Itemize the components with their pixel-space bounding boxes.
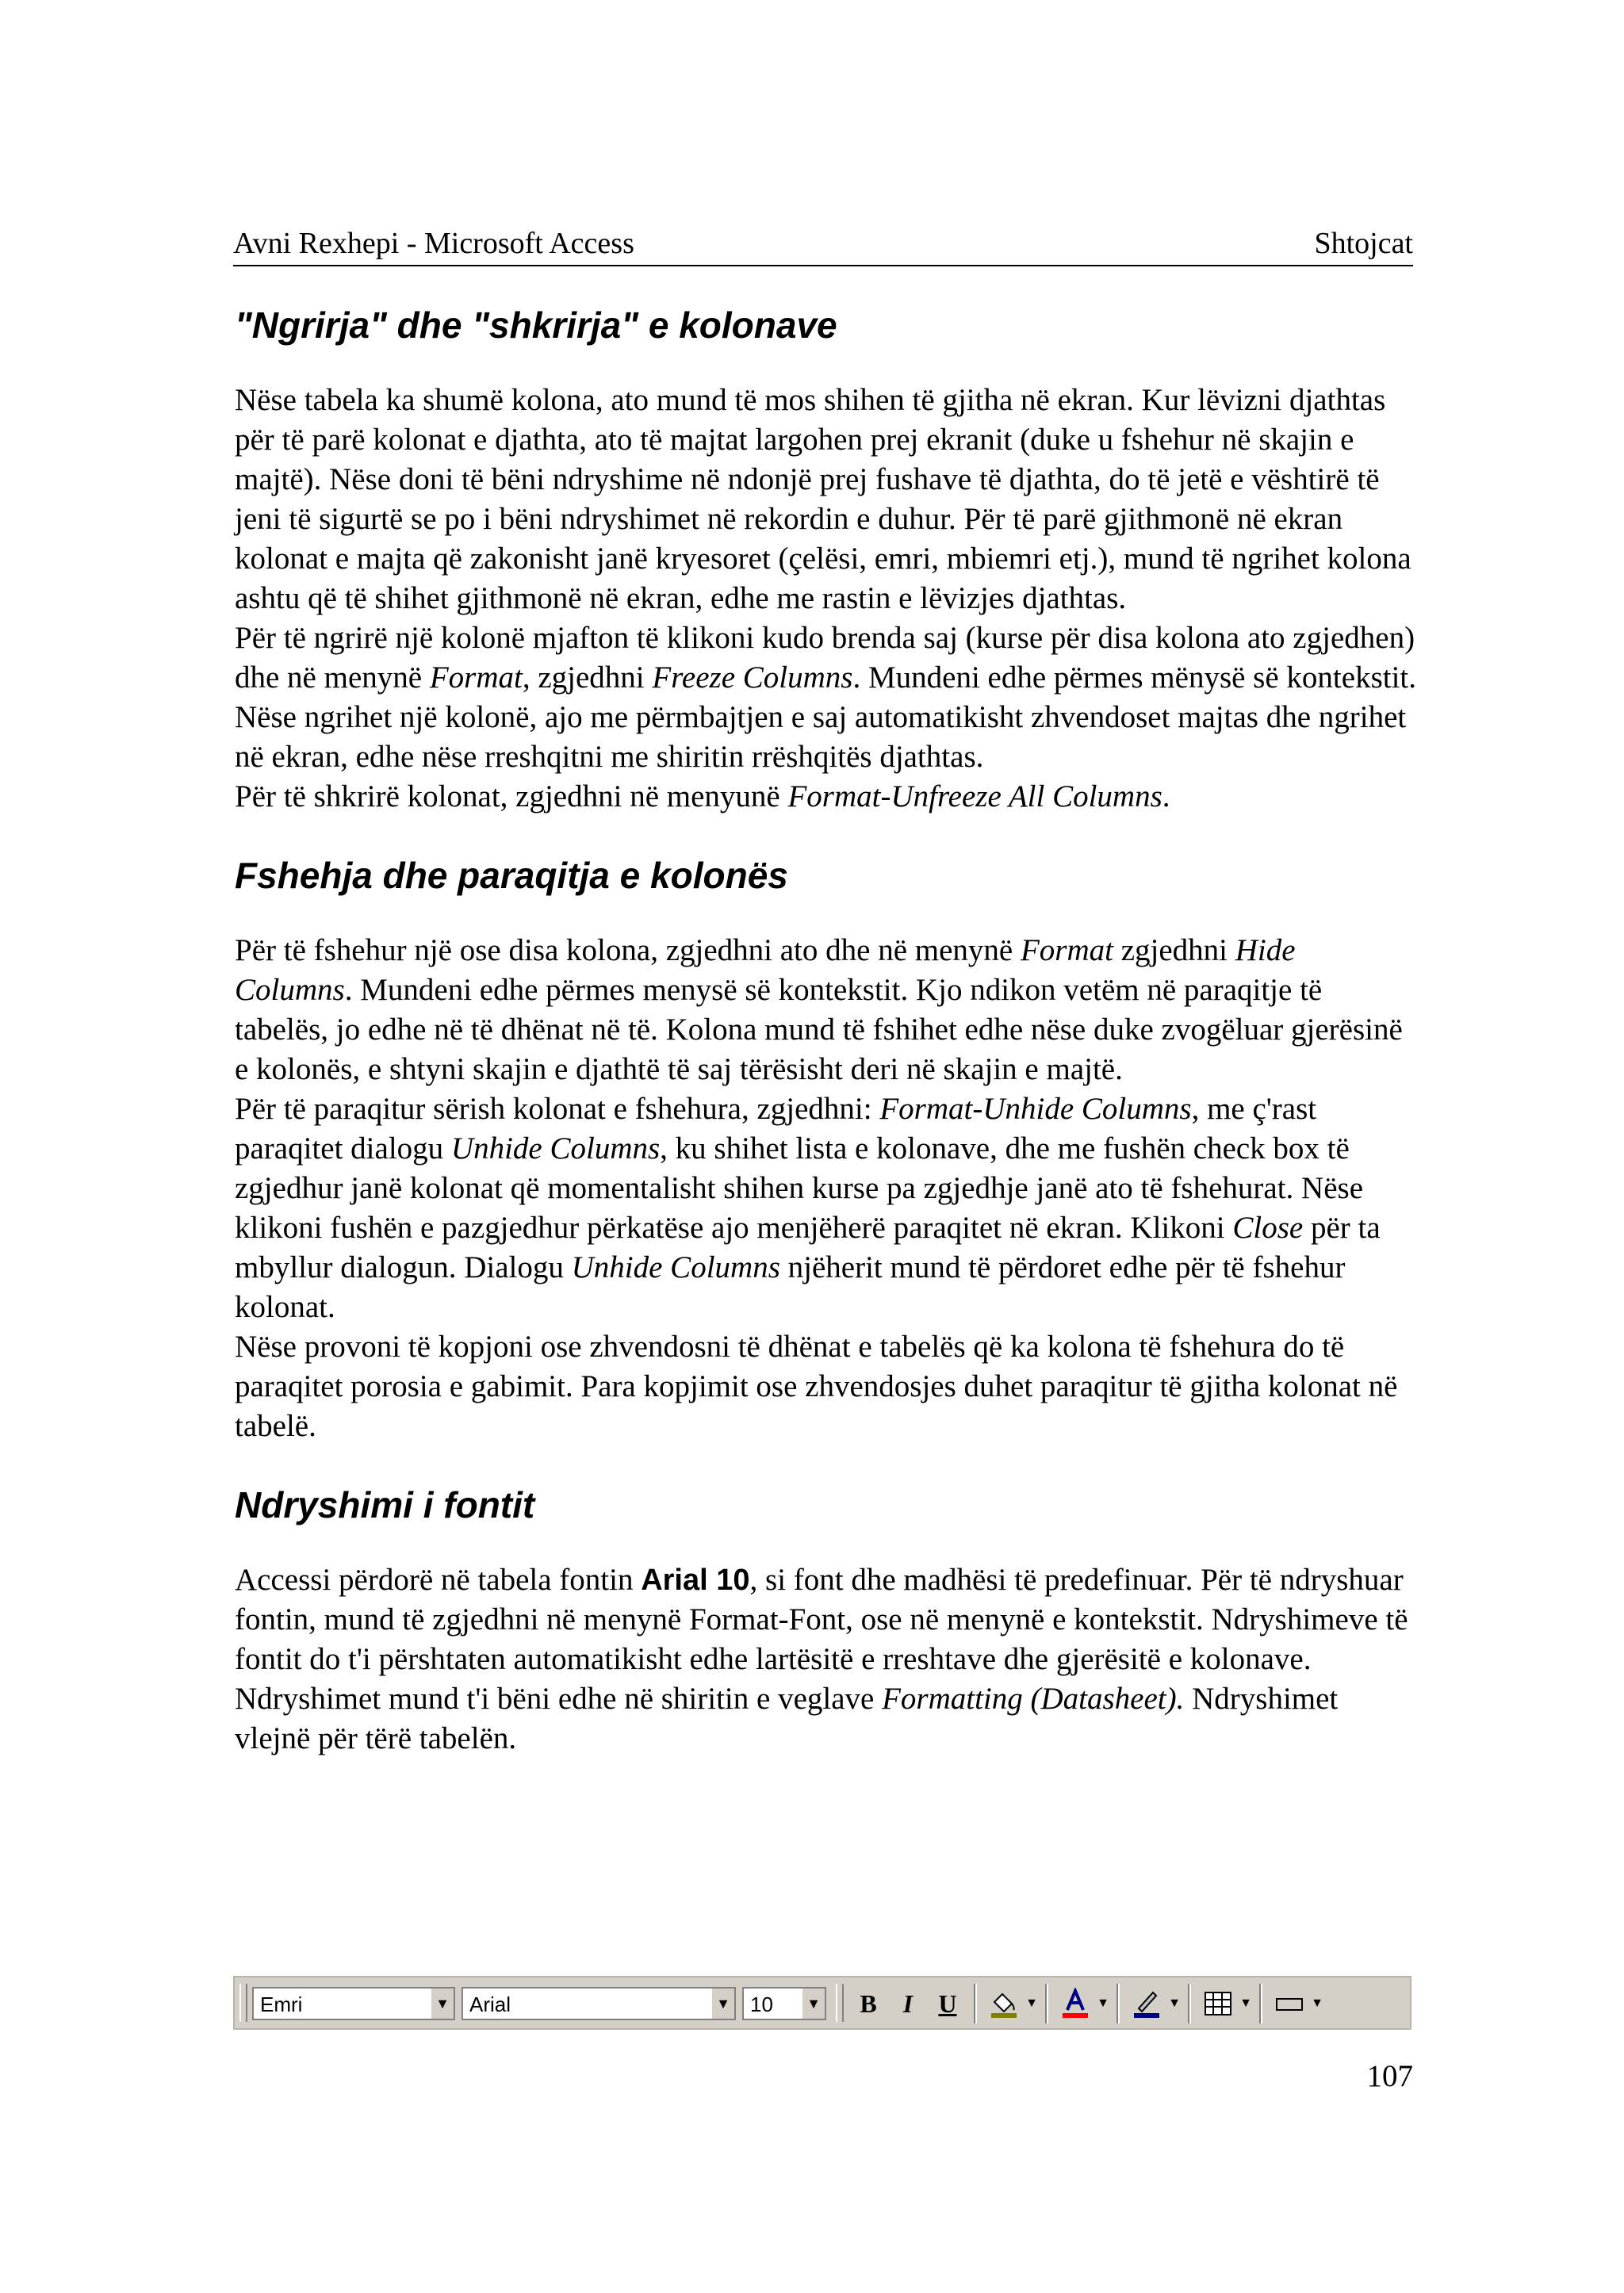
toolbar-separator: [1116, 1984, 1120, 2023]
field-select[interactable]: [252, 1987, 455, 2020]
chevron-down-icon[interactable]: ▼: [430, 1989, 454, 2019]
header-left: Avni Rexhepi - Microsoft Access: [233, 227, 634, 260]
bold-button[interactable]: B: [860, 1989, 877, 2018]
section-title: Ndryshimi i fontit: [235, 1484, 535, 1525]
field-select-value: Emri: [260, 1992, 303, 2016]
paragraph: Për të paraqitur sërish kolonat e fshehura, zgjedhni: Format-Unhide Columns, me ç'rast paraqitet dialogu Unhide Columns, ku shihet lista e kolonave, dhe me fushën check box të zgjedhur janë kolonat që momentalisht shihen kurse pa zgjedhje janë ato të fshehurat. Nëse klikoni fushën e pazgjedhur përkatëse ajo menjëherë paraqitet në ekran. Klikoni Close për ta mbyllur dialogun. Dialogu Unhide Columns njëherit mund të përdoret edhe për të fshehur kolonat.: [235, 1092, 1381, 1324]
font-select[interactable]: [462, 1987, 736, 2020]
toolbar-separator: [836, 1984, 844, 2022]
font-size-select[interactable]: [742, 1987, 826, 2020]
chevron-down-icon[interactable]: ▼: [1239, 1996, 1252, 2010]
chevron-down-icon[interactable]: ▼: [1311, 1996, 1323, 2010]
fill-color-button[interactable]: [983, 1985, 1025, 2022]
page-content: [235, 301, 1416, 1793]
line-color-icon: [1131, 1988, 1162, 2019]
italic-button[interactable]: I: [902, 1989, 914, 2018]
chevron-down-icon[interactable]: ▼: [1025, 1996, 1038, 2010]
font-color-icon: [1059, 1988, 1091, 2019]
special-effect-button[interactable]: [1269, 1985, 1310, 2022]
chevron-down-icon[interactable]: ▼: [1168, 1996, 1181, 2010]
font-size-select-value: 10: [750, 1992, 773, 2016]
gridlines-button[interactable]: [1197, 1985, 1239, 2022]
paragraph: Nëse provoni të kopjoni ose zhvendosni të dhënat e tabelës që ka kolona të fshehura do të paraqitet porosia e gabimit. Para kopjimit ose zhvendosjes duhet paraqitur të gjitha kolonat në tabelë.: [235, 1330, 1398, 1443]
formatting-datasheet-toolbar: [233, 1976, 1411, 2030]
page-header: [233, 224, 1413, 266]
toolbar-separator: [1259, 1984, 1262, 2023]
header-right: Shtojcat: [1314, 227, 1413, 260]
section-title: Fshehja dhe paraqitja e kolonës: [235, 855, 788, 896]
special-effect-icon: [1274, 1988, 1305, 2019]
toolbar-grip[interactable]: [239, 1984, 247, 2022]
paragraph: Për të ngrirë një kolonë mjafton të klikoni kudo brenda saj (kurse për disa kolona ato zgjedhen) dhe në menynë Format, zgjedhni Freeze Columns. Mundeni edhe përmes mënysë së kontekstit. Nëse ngrihet një kolonë, ajo me përmbajtjen e saj automatikisht zhvendoset majtas dhe ngrihet në ekran, edhe nëse rreshqitni me shiritin rrëshqitës djathtas.: [235, 621, 1416, 774]
paragraph: Accessi përdorë në tabela fontin Arial 10, si font dhe madhësi të predefinuar. Për të ndryshuar fontin, mund të zgjedhni në menynë Format-Font, ose në menynë e kontekstit. Ndryshimeve të fontit do t'i përshtaten automatikisht edhe lartësitë e rreshtave dhe gjerësitë e kolonave. Ndryshimet mund t'i bëni edhe në shiritin e veglave Formatting (Datasheet). Ndryshimet vlejnë për tërë tabelën.: [235, 1563, 1408, 1755]
fill-color-icon: [988, 1988, 1020, 2019]
paragraph: Për të fshehur një ose disa kolona, zgjedhni ato dhe në menynë Format zgjedhni Hide Columns. Mundeni edhe përmes menysë së kontekstit. Kjo ndikon vetëm në paraqitje të tabelës, jo edhe në të dhënat në të. Kolona mund të fshihet edhe nëse duke zvogëluar gjerësinë e kolonës, e shtyni skajin e djathtë të saj tërësisht deri në skajin e majtë.: [235, 933, 1403, 1086]
line-color-button[interactable]: [1126, 1985, 1167, 2022]
chevron-down-icon[interactable]: ▼: [1097, 1996, 1109, 2010]
toolbar-separator: [1188, 1984, 1191, 2023]
font-color-button[interactable]: [1055, 1985, 1096, 2022]
section-font-change: [235, 1481, 1416, 1759]
section-title: "Ngrirja" dhe "shkrirja" e kolonave: [235, 304, 837, 346]
toolbar-separator: [974, 1984, 977, 2023]
chevron-down-icon[interactable]: ▼: [801, 1989, 825, 2019]
section-hide-columns: [235, 852, 1416, 1446]
chevron-down-icon[interactable]: ▼: [710, 1989, 734, 2019]
page-number: 107: [1366, 2059, 1413, 2093]
toolbar-separator: [1045, 1984, 1048, 2023]
section-freeze-columns: [235, 301, 1416, 817]
gridlines-icon: [1202, 1988, 1234, 2019]
paragraph: Nëse tabela ka shumë kolona, ato mund të mos shihen të gjitha në ekran. Kur lëvizni djathtas për të parë kolonat e djathta, ato të majtat largohen prej ekranit (duke u fshehur në skajin e majtë). Nëse doni të bëni ndryshime në ndonjë prej fushave të djathta, do të jetë e vështirë të jeni të sigurtë se po i bëni ndryshimet në rekordin e duhur. Për të parë gjithmonë në ekran kolonat e majta që zakonisht janë kryesoret (çelësi, emri, mbiemri etj.), mund të ngrihet kolona ashtu që të shihet gjithmonë në ekran, edhe me rastin e lëvizjes djathtas.: [235, 383, 1411, 615]
underline-button[interactable]: U: [938, 1989, 957, 2018]
font-select-value: Arial: [469, 1992, 511, 2016]
paragraph: Për të shkrirë kolonat, zgjedhni në menyunë Format-Unfreeze All Columns.: [235, 779, 1170, 813]
